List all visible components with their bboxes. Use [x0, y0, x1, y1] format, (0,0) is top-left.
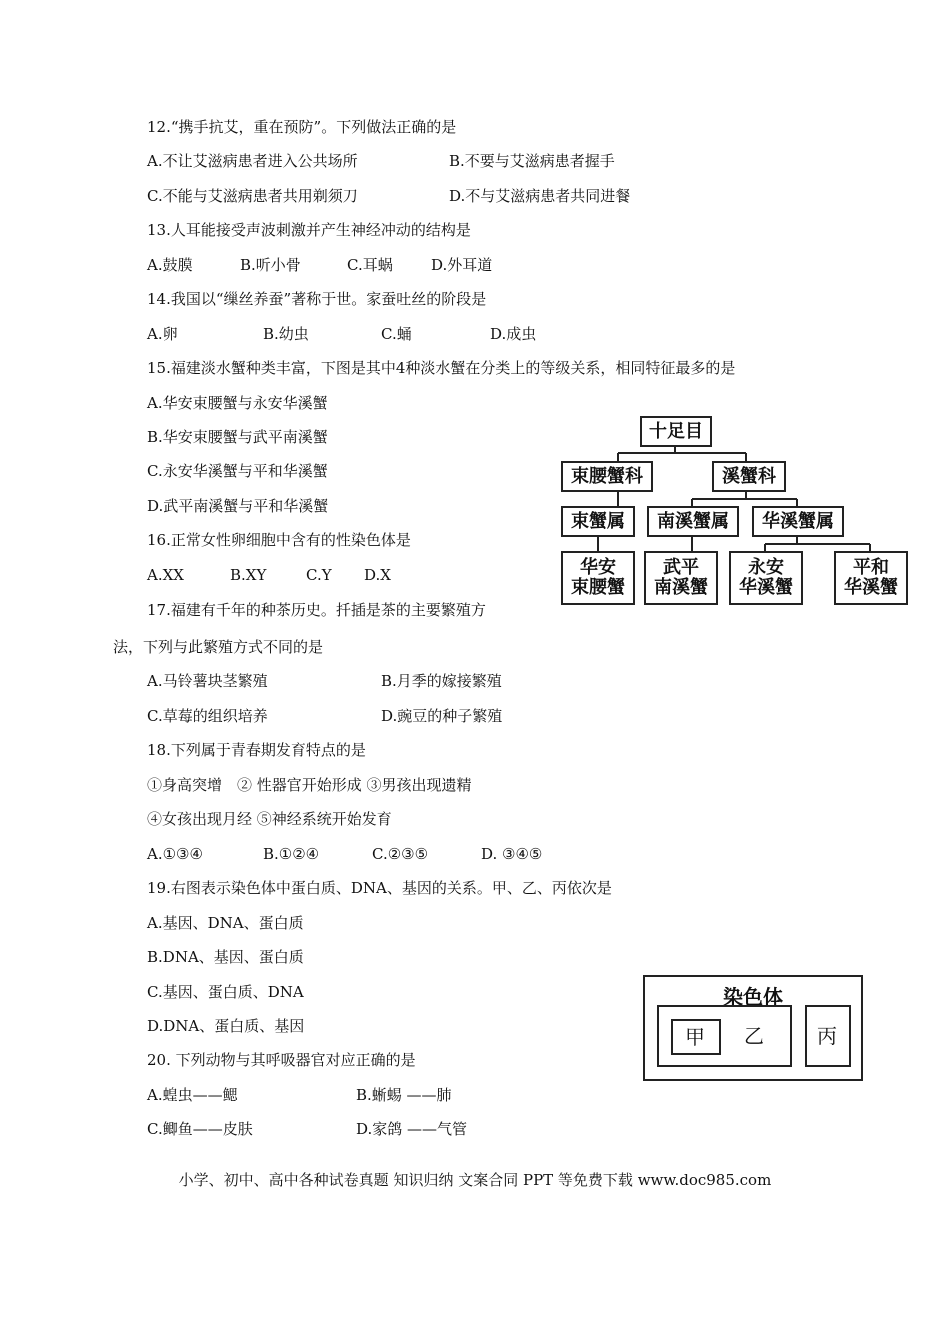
q14-option-a: A.卵 — [147, 325, 178, 343]
q16-option-a: A.XX — [147, 566, 184, 584]
box-yi — [657, 1005, 792, 1067]
tree-node-family-1: 束腰蟹科 — [561, 461, 653, 492]
q20-stem: 20. 下列动物与其呼吸器官对应正确的是 — [147, 1051, 416, 1069]
tree-node-genus-1: 束蟹属 — [561, 506, 635, 537]
q15-option-d: D.武平南溪蟹与平和华溪蟹 — [147, 497, 329, 515]
q20-option-b: B.蜥蜴 ——肺 — [356, 1086, 452, 1104]
q13-option-a: A.鼓膜 — [147, 256, 193, 274]
q20-option-a: A.蝗虫——鳃 — [147, 1086, 238, 1104]
chromosome-diagram-title: 染色体 — [723, 985, 783, 1009]
q13-option-c: C.耳蜗 — [347, 256, 393, 274]
q17-stem-line-2: 法，下列与此繁殖方式不同的是 — [113, 638, 324, 656]
q16-option-d: D.X — [364, 566, 391, 584]
species-4-line-2: 华溪蟹 — [844, 577, 898, 598]
q17-stem-line-1: 17.福建有千年的种茶历史。扦插是茶的主要繁殖方 — [147, 601, 486, 619]
species-1-line-1: 华安 — [580, 557, 616, 578]
q19-option-d: D.DNA、蛋白质、基因 — [147, 1017, 305, 1035]
species-2-line-2: 南溪蟹 — [654, 577, 708, 598]
q18-items-line-1: ①身高突增 ② 性器官开始形成 ③男孩出现遗精 — [147, 776, 472, 794]
q17-option-b: B.月季的嫁接繁殖 — [381, 672, 502, 690]
q14-stem: 14.我国以“缫丝养蚕”著称于世。家蚕吐丝的阶段是 — [147, 290, 487, 308]
q16-stem: 16.正常女性卵细胞中含有的性染色体是 — [147, 531, 411, 549]
species-3-line-2: 华溪蟹 — [739, 577, 793, 598]
page-footer: 小学、初中、高中各种试卷真题 知识归纳 文案合同 PPT 等免费下载 www.doc985.com — [178, 1171, 772, 1189]
q19-option-c: C.基因、蛋白质、DNA — [147, 983, 304, 1001]
species-2-line-1: 武平 — [663, 557, 699, 578]
tree-node-genus-3: 华溪蟹属 — [752, 506, 844, 537]
q12-option-c: C.不能与艾滋病患者共用剃须刀 — [147, 187, 358, 205]
tree-node-order: 十足目 — [640, 416, 712, 447]
q14-option-c: C.蛹 — [381, 325, 412, 343]
q12-option-b: B.不要与艾滋病患者握手 — [449, 152, 615, 170]
tree-node-species-4 — [834, 551, 908, 605]
q13-stem: 13.人耳能接受声波刺激并产生神经冲动的结构是 — [147, 221, 471, 239]
q15-stem: 15.福建淡水蟹种类丰富，下图是其中4种淡水蟹在分类上的等级关系，相同特征最多的是 — [147, 359, 736, 377]
q15-option-a: A.华安束腰蟹与永安华溪蟹 — [147, 394, 328, 412]
q18-option-a: A.①③④ — [147, 845, 203, 863]
tree-node-species-3 — [729, 551, 803, 605]
q13-option-d: D.外耳道 — [431, 256, 493, 274]
q15-option-c: C.永安华溪蟹与平和华溪蟹 — [147, 462, 328, 480]
q16-option-b: B.XY — [230, 566, 267, 584]
q19-option-a: A.基因、DNA、蛋白质 — [147, 914, 304, 932]
q19-option-b: B.DNA、基因、蛋白质 — [147, 948, 304, 966]
tree-node-species-1 — [561, 551, 635, 605]
q17-option-d: D.豌豆的种子繁殖 — [381, 707, 503, 725]
species-4-line-1: 平和 — [853, 557, 889, 578]
q18-option-b: B.①②④ — [263, 845, 320, 863]
tree-node-family-2: 溪蟹科 — [712, 461, 786, 492]
q13-option-b: B.听小骨 — [240, 256, 301, 274]
tree-node-species-2 — [644, 551, 718, 605]
label-bing: 丙 — [817, 1024, 837, 1048]
box-bing — [805, 1005, 851, 1067]
q20-option-c: C.鲫鱼——皮肤 — [147, 1120, 253, 1138]
q18-stem: 18.下列属于青春期发育特点的是 — [147, 741, 366, 759]
q17-option-a: A.马铃薯块茎繁殖 — [147, 672, 268, 690]
q16-option-c: C.Y — [306, 566, 332, 584]
q12-option-a: A.不让艾滋病患者进入公共场所 — [147, 152, 358, 170]
q19-stem: 19.右图表示染色体中蛋白质、DNA、基因的关系。甲、乙、丙依次是 — [147, 879, 612, 897]
q17-option-c: C.草莓的组织培养 — [147, 707, 268, 725]
box-jia — [671, 1019, 721, 1055]
q14-option-b: B.幼虫 — [263, 325, 309, 343]
species-3-line-1: 永安 — [748, 557, 784, 578]
q18-items-line-2: ④女孩出现月经 ⑤神经系统开始发育 — [147, 810, 392, 828]
tree-node-genus-2: 南溪蟹属 — [647, 506, 739, 537]
species-1-line-2: 束腰蟹 — [571, 577, 625, 598]
crab-classification-diagram — [560, 415, 912, 610]
q15-option-b: B.华安束腰蟹与武平南溪蟹 — [147, 428, 328, 446]
label-jia: 甲 — [685, 1025, 705, 1049]
q18-option-d: D. ③④⑤ — [481, 845, 543, 863]
q14-option-d: D.成虫 — [490, 325, 537, 343]
label-yi: 乙 — [744, 1024, 764, 1048]
q18-option-c: C.②③⑤ — [372, 845, 429, 863]
q20-option-d: D.家鸽 ——气管 — [356, 1120, 468, 1138]
q12-option-d: D.不与艾滋病患者共同进餐 — [449, 187, 631, 205]
chromosome-diagram — [643, 975, 863, 1081]
q12-stem: 12.“携手抗艾，重在预防”。下列做法正确的是 — [147, 118, 457, 136]
